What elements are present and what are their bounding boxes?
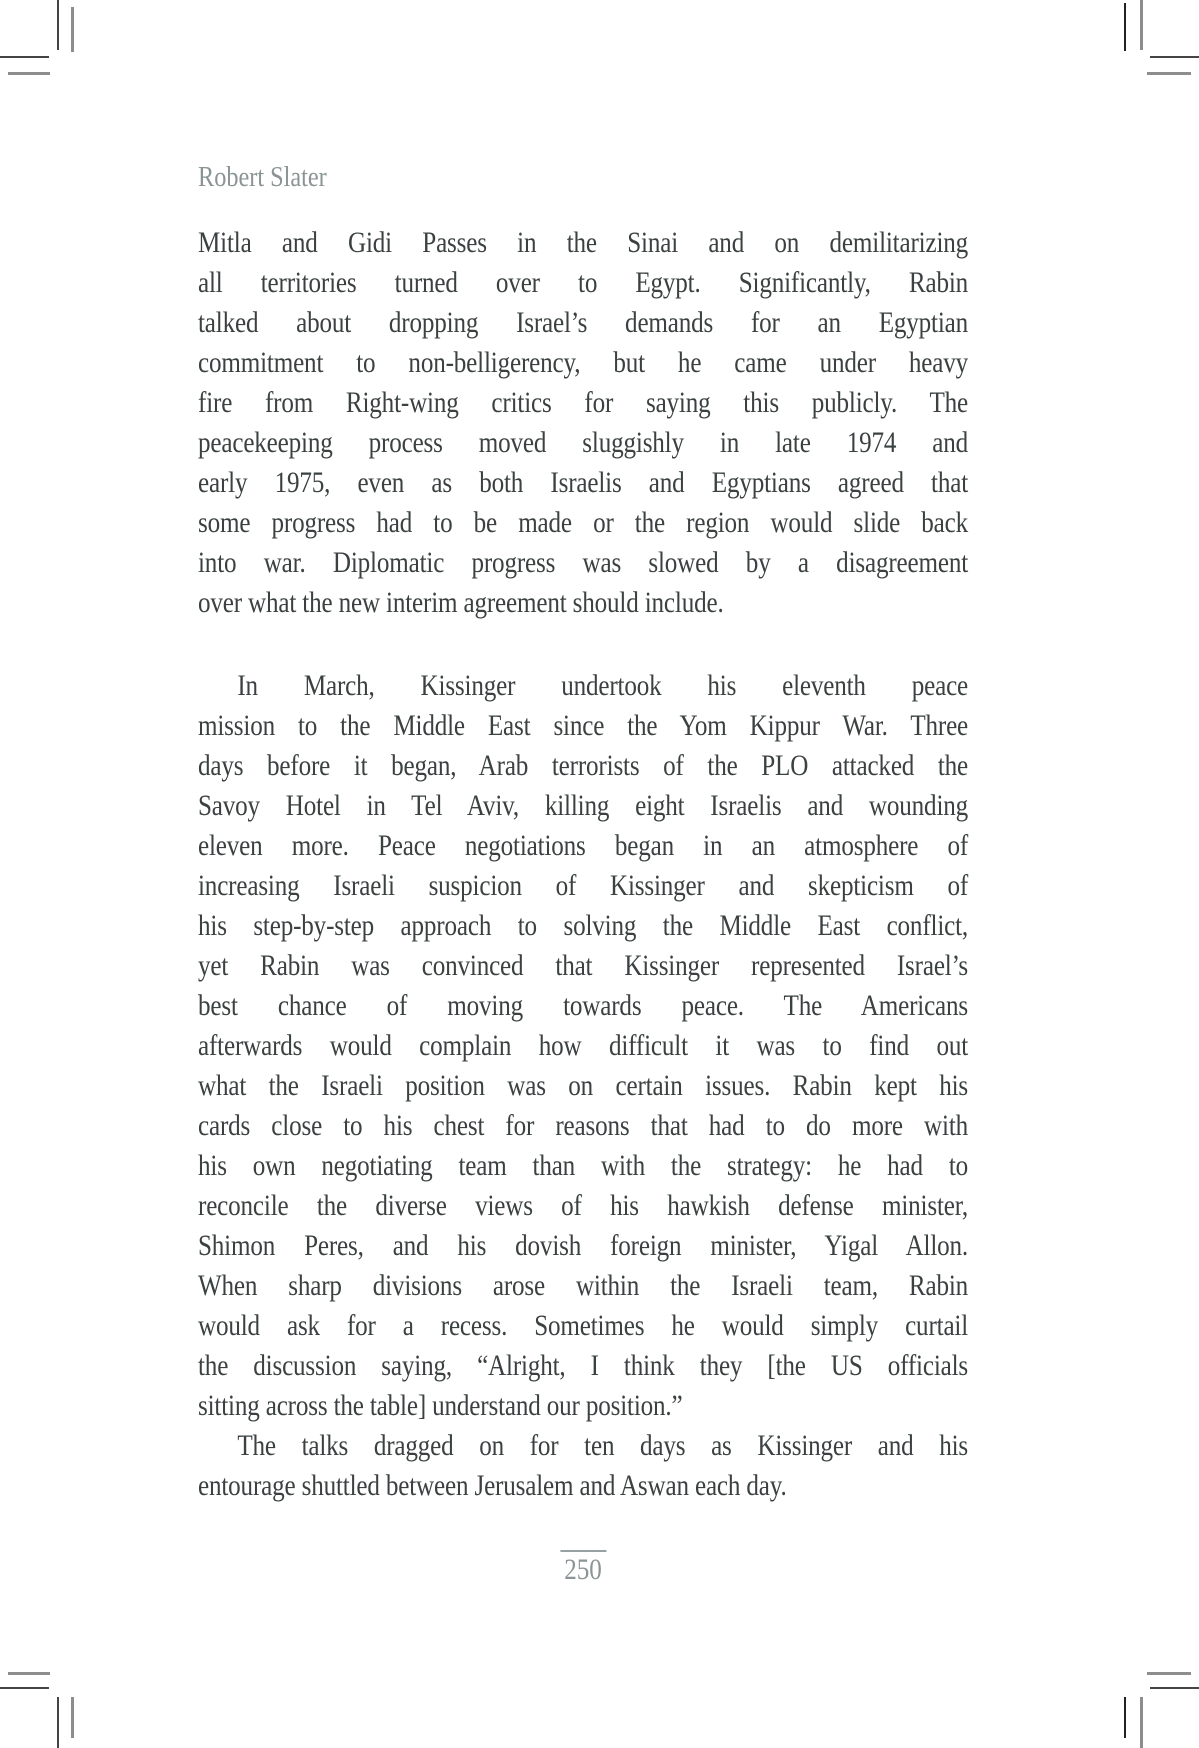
text-line: days before it began, Arab terrorists of the PLO attacked the <box>198 749 969 782</box>
text-line: over what the new interim agreement should include. <box>198 586 724 619</box>
text-line: When sharp divisions arose within the Israeli team, Rabin <box>198 1269 969 1302</box>
crop-mark-line <box>1140 0 1143 50</box>
crop-mark-line <box>0 1687 49 1689</box>
text-line: cards close to his chest for reasons that had to do more with <box>198 1109 969 1142</box>
crop-mark-line <box>57 0 59 50</box>
crop-mark-line <box>1124 1697 1126 1738</box>
text-line: mission to the Middle East since the Yom Kippur War. Three <box>198 709 969 742</box>
text-line: afterwards would complain how difficult it was to find out <box>198 1029 969 1062</box>
text-line: fire from Right-wing critics for saying this publicly. The <box>198 386 969 419</box>
text-line: the discussion saying, “Alright, I think they [the US officials <box>198 1349 969 1382</box>
text-line: The talks dragged on for ten days as Kissinger and his <box>237 1429 969 1462</box>
text-line: eleven more. Peace negotiations began in an atmosphere of <box>198 829 969 862</box>
text-line: yet Rabin was convinced that Kissinger represented Israel’s <box>198 949 969 982</box>
text-line: sitting across the table] understand our position.” <box>198 1389 683 1422</box>
text-line: commitment to non-belligerency, but he came under heavy <box>198 346 969 379</box>
text-line: entourage shuttled between Jerusalem and Aswan each day. <box>198 1469 787 1502</box>
text-line: his step-by-step approach to solving the Middle East conflict, <box>198 909 969 942</box>
text-line: In March, Kissinger undertook his eleventh peace <box>237 669 969 702</box>
paragraph <box>198 223 968 623</box>
text-line: reconcile the diverse views of his hawkish defense minister, <box>198 1189 969 1222</box>
text-line: what the Israeli position was on certain issues. Rabin kept his <box>198 1069 969 1102</box>
text-line: his own negotiating team than with the strategy: he had to <box>198 1149 969 1182</box>
text-line: would ask for a recess. Sometimes he would simply curtail <box>198 1309 969 1342</box>
paragraph <box>198 1426 968 1506</box>
crop-mark-line <box>8 72 50 75</box>
text-block <box>198 223 968 1506</box>
crop-mark-line <box>8 1672 50 1675</box>
text-line: Savoy Hotel in Tel Aviv, killing eight Israelis and wounding <box>198 789 969 822</box>
crop-mark-line <box>1147 1672 1191 1675</box>
crop-mark-line <box>71 1697 74 1738</box>
running-header: Robert Slater <box>198 161 327 193</box>
paragraph <box>198 666 968 1426</box>
text-line: peacekeeping process moved sluggishly in late 1974 and <box>198 426 969 459</box>
text-column <box>198 0 968 1748</box>
crop-mark-line <box>57 1697 59 1748</box>
crop-mark-line <box>1150 1687 1199 1689</box>
text-line: some progress had to be made or the region would slide back <box>198 506 969 539</box>
crop-mark-line <box>0 56 49 58</box>
page-footer <box>198 1550 968 1585</box>
crop-mark-line <box>1140 1697 1143 1748</box>
text-line: Shimon Peres, and his dovish foreign minister, Yigal Allon. <box>198 1229 969 1262</box>
text-line: increasing Israeli suspicion of Kissinger and skepticism of <box>198 869 969 902</box>
crop-mark-line <box>1150 56 1199 58</box>
page-number: 250 <box>560 1550 606 1585</box>
text-line: all territories turned over to Egypt. Significantly, Rabin <box>198 266 969 299</box>
crop-mark-line <box>71 7 74 52</box>
text-line: best chance of moving towards peace. The Americans <box>198 989 969 1022</box>
crop-mark-line <box>1124 3 1126 51</box>
text-line: talked about dropping Israel’s demands for an Egyptian <box>198 306 969 339</box>
crop-mark-line <box>1147 72 1191 75</box>
text-line: into war. Diplomatic progress was slowed by a disagreement <box>198 546 969 579</box>
text-line: early 1975, even as both Israelis and Egyptians agreed that <box>198 466 969 499</box>
text-line: Mitla and Gidi Passes in the Sinai and on demilitarizing <box>198 226 969 259</box>
